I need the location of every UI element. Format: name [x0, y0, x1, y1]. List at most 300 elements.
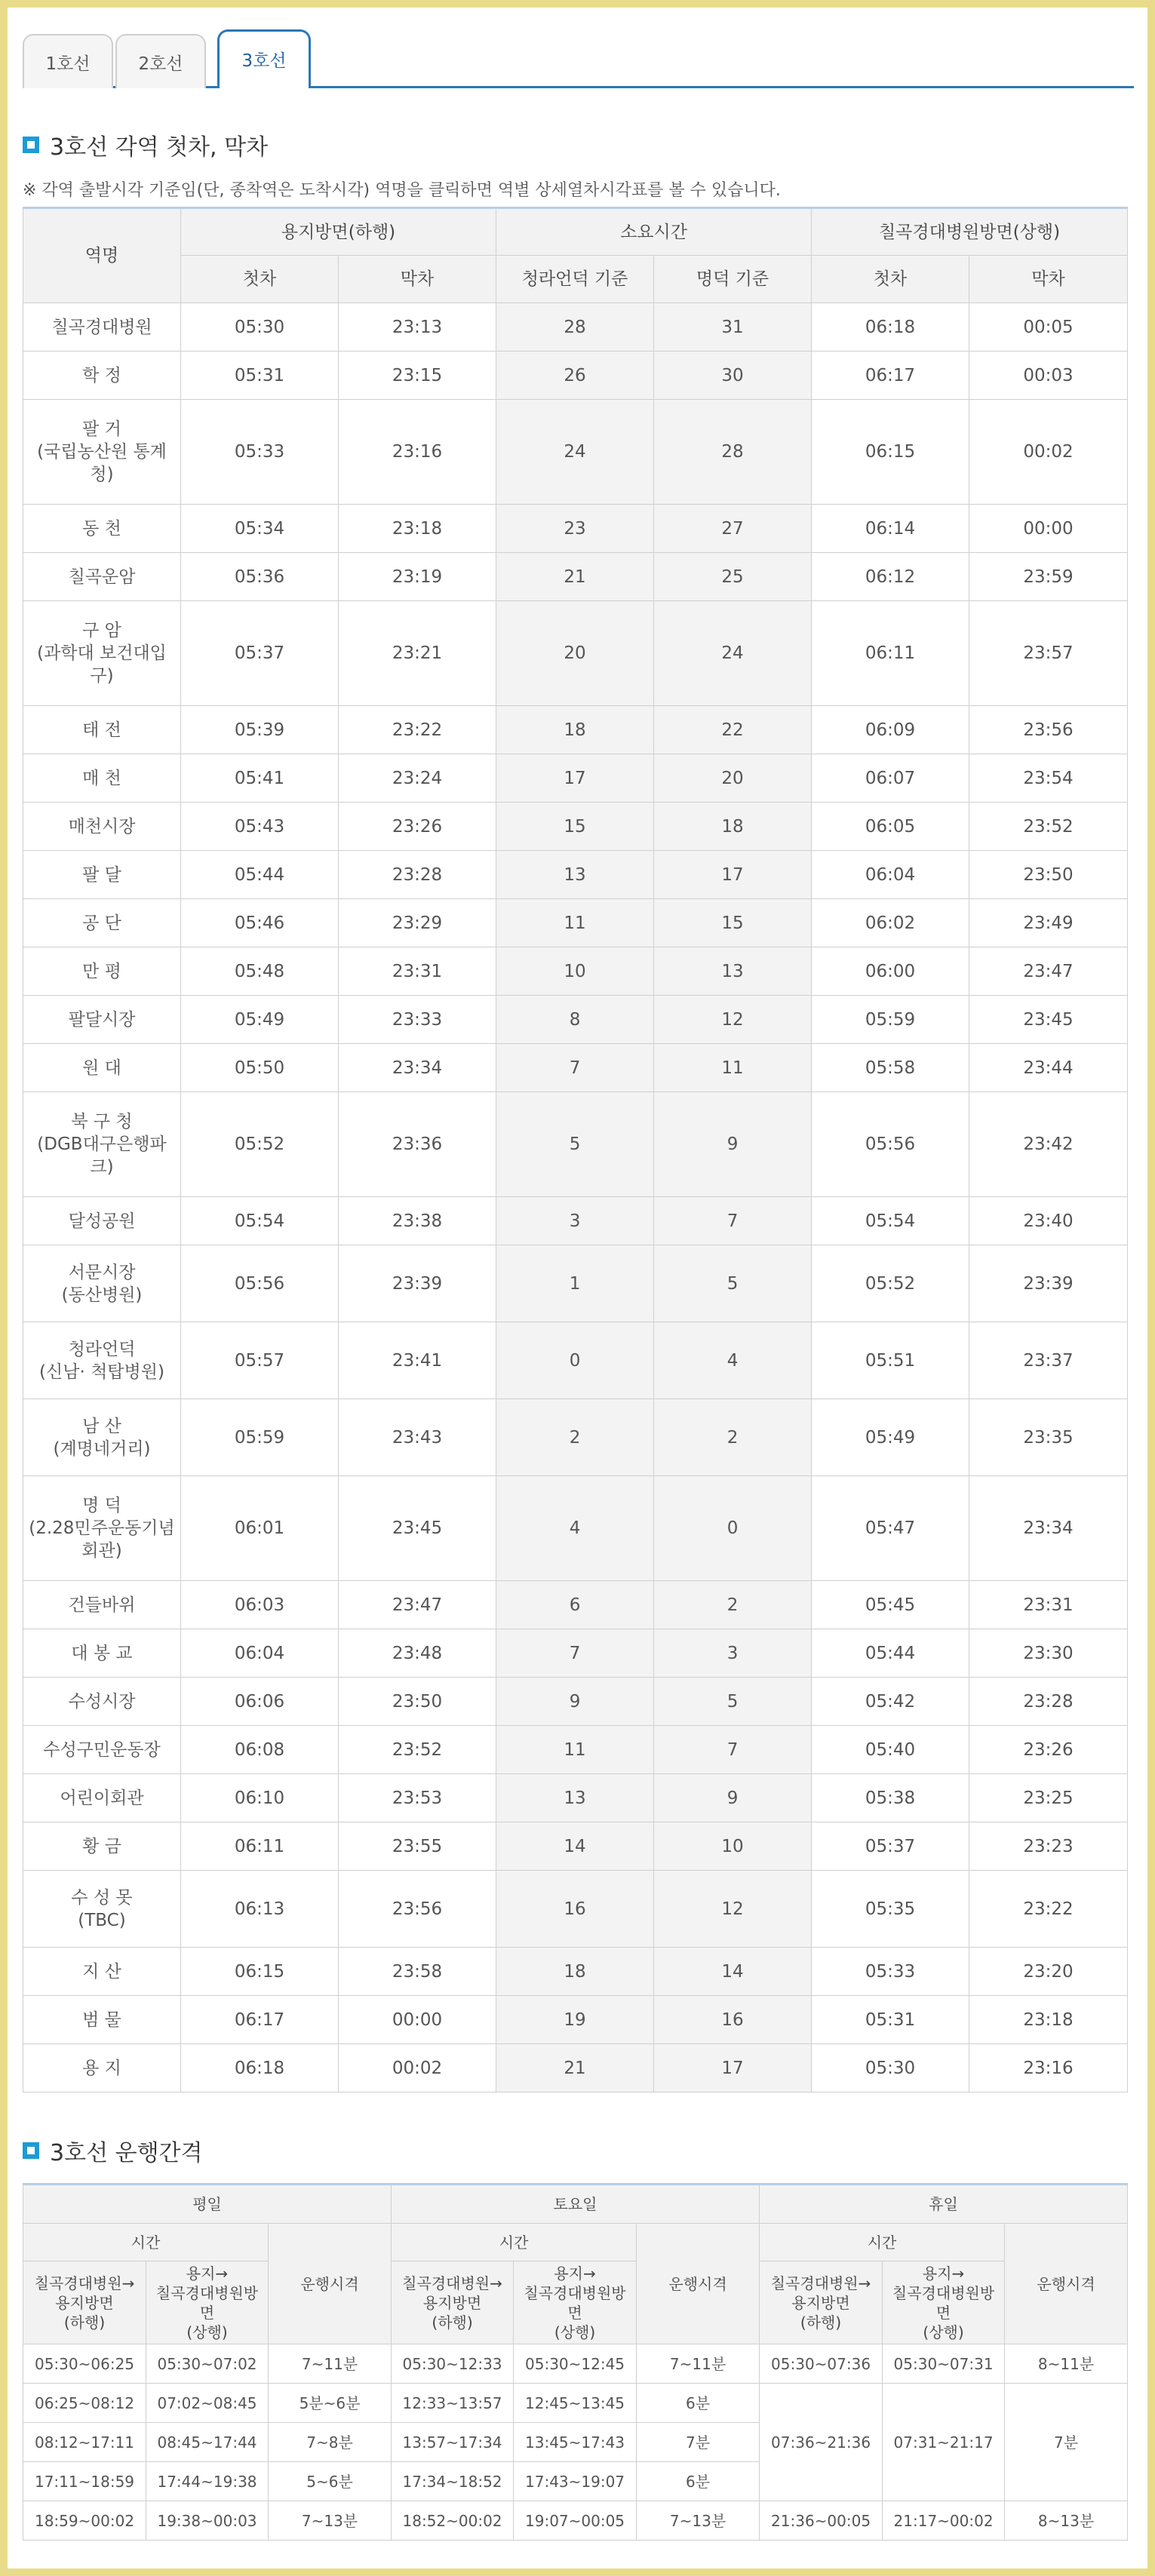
station-name-link[interactable]	[23, 1948, 181, 1996]
line-text: 용지방면	[422, 2293, 482, 2312]
table-row	[23, 803, 1128, 851]
down-first-time: 05:30	[181, 303, 339, 352]
table-row	[23, 1774, 1128, 1822]
interval-cell: 7~11분	[637, 2344, 760, 2384]
table-row	[23, 553, 1128, 601]
table-row	[23, 1678, 1128, 1726]
up-first-time: 05:58	[812, 1044, 969, 1092]
down-last-time: 23:34	[339, 1044, 496, 1092]
duration-myeongdeok: 18	[654, 803, 812, 851]
duration-myeongdeok: 10	[654, 1822, 812, 1871]
line-text: 용지방면	[791, 2293, 850, 2312]
down-last-time: 23:33	[339, 996, 496, 1044]
up-last-time: 00:02	[969, 400, 1128, 505]
up-first-time: 05:30	[812, 2044, 969, 2092]
table-row	[23, 1871, 1128, 1948]
duration-myeongdeok: 24	[654, 601, 812, 706]
up-last-time: 00:05	[969, 303, 1128, 352]
line-tabs	[23, 24, 1134, 88]
duration-myeongdeok: 20	[654, 754, 812, 803]
down-last-time: 23:39	[339, 1245, 496, 1322]
station-name-link[interactable]	[23, 1197, 181, 1245]
station-name-link[interactable]	[23, 303, 181, 352]
line-text: (하행)	[800, 2313, 842, 2332]
station-name-link[interactable]	[23, 1774, 181, 1822]
duration-myeongdeok: 12	[654, 1871, 812, 1948]
interval-cell: 05:30~07:02	[146, 2344, 269, 2384]
down-first-time: 05:54	[181, 1197, 339, 1245]
square-bullet-icon	[23, 2142, 39, 2159]
line-text: (상행)	[923, 2323, 964, 2341]
station-name-link[interactable]	[23, 2044, 181, 2092]
header-holiday-time: 시간	[760, 2224, 1005, 2261]
line-text: 매 천	[82, 768, 121, 788]
down-first-time: 06:13	[181, 1871, 339, 1948]
line-text: (신남· 척탑병원)	[39, 1362, 164, 1382]
interval-cell: 5분~6분	[269, 2384, 392, 2423]
line-text: 황 금	[82, 1836, 121, 1856]
down-first-time: 05:46	[181, 899, 339, 947]
up-first-time: 05:37	[812, 1822, 969, 1871]
duration-cheongna: 8	[496, 996, 654, 1044]
interval-cell: 07:02~08:45	[146, 2384, 269, 2423]
down-last-time: 23:22	[339, 706, 496, 754]
down-first-time: 05:49	[181, 996, 339, 1044]
line-text: 학 정	[82, 365, 121, 385]
interval-cell: 13:57~17:34	[392, 2423, 514, 2462]
table-row	[23, 947, 1128, 996]
down-last-time: 23:47	[339, 1581, 496, 1629]
line-text: 칠곡경대병원방면	[524, 2283, 626, 2322]
station-name-link[interactable]	[23, 1871, 181, 1948]
station-name-link[interactable]	[23, 601, 181, 706]
down-first-time: 06:10	[181, 1774, 339, 1822]
down-last-time: 23:52	[339, 1726, 496, 1774]
up-first-time: 05:49	[812, 1399, 969, 1476]
line-text: 서문시장	[68, 1262, 136, 1282]
up-first-time: 05:31	[812, 1996, 969, 2044]
tab-line-3[interactable]: 3호선	[217, 29, 311, 88]
station-name-link[interactable]	[23, 754, 181, 803]
duration-myeongdeok: 2	[654, 1581, 812, 1629]
down-last-time: 23:58	[339, 1948, 496, 1996]
interval-cell: 06:25~08:12	[23, 2384, 146, 2423]
interval-cell: 08:45~17:44	[146, 2423, 269, 2462]
station-name-link[interactable]	[23, 851, 181, 899]
up-first-time: 06:17	[812, 352, 969, 400]
interval-cell: 21:17~00:02	[883, 2501, 1005, 2541]
table-row	[23, 1245, 1128, 1322]
station-name-link[interactable]	[23, 400, 181, 505]
line-text: 칠곡경대병원→	[34, 2274, 135, 2292]
station-name-link[interactable]	[23, 996, 181, 1044]
up-last-time: 23:25	[969, 1774, 1128, 1822]
down-last-time: 23:18	[339, 505, 496, 553]
down-first-time: 05:39	[181, 706, 339, 754]
duration-myeongdeok: 3	[654, 1629, 812, 1678]
header-direction-down	[760, 2261, 883, 2344]
duration-cheongna: 17	[496, 754, 654, 803]
interval-cell: 21:36~00:05	[760, 2501, 883, 2541]
line-text: 청)	[90, 465, 114, 484]
header-saturday-interval: 운행시격	[637, 2224, 760, 2344]
section-title-first-last	[23, 128, 268, 161]
interval-cell: 18:59~00:02	[23, 2501, 146, 2541]
header-holiday-interval: 운행시격	[1005, 2224, 1128, 2344]
table-row	[23, 601, 1128, 706]
up-last-time: 23:18	[969, 1996, 1128, 2044]
tab-line-1[interactable]: 1호선	[23, 34, 113, 88]
duration-myeongdeok: 2	[654, 1399, 812, 1476]
line-text: 용지→	[922, 2264, 965, 2283]
up-last-time: 23:54	[969, 754, 1128, 803]
up-first-time: 05:52	[812, 1245, 969, 1322]
duration-myeongdeok: 14	[654, 1948, 812, 1996]
header-direction-down	[23, 2261, 146, 2344]
table-row	[23, 996, 1128, 1044]
station-name-link[interactable]	[23, 1822, 181, 1871]
interval-cell: 6분	[637, 2462, 760, 2501]
duration-myeongdeok: 0	[654, 1476, 812, 1581]
station-name-link[interactable]	[23, 803, 181, 851]
up-last-time: 23:59	[969, 553, 1128, 601]
up-first-time: 06:18	[812, 303, 969, 352]
duration-myeongdeok: 27	[654, 505, 812, 553]
line-text: 용지→	[186, 2264, 229, 2283]
line-text: 범 물	[82, 2010, 121, 2030]
tab-line-2[interactable]: 2호선	[115, 34, 206, 88]
line-text: 칠곡운암	[68, 566, 136, 587]
station-name-link[interactable]	[23, 1245, 181, 1322]
table-row	[23, 2044, 1128, 2092]
down-last-time: 23:41	[339, 1322, 496, 1399]
duration-myeongdeok: 30	[654, 352, 812, 400]
up-first-time: 06:14	[812, 505, 969, 553]
duration-myeongdeok: 7	[654, 1197, 812, 1245]
header-saturday: 토요일	[392, 2185, 760, 2224]
section-title-text: 3호선 각역 첫차, 막차	[50, 134, 269, 161]
down-last-time: 00:00	[339, 1996, 496, 2044]
up-first-time: 05:40	[812, 1726, 969, 1774]
interval-cell: 7~13분	[269, 2501, 392, 2541]
duration-cheongna: 14	[496, 1822, 654, 1871]
line-text: 수성구민운동장	[43, 1739, 161, 1760]
station-name-link[interactable]	[23, 1629, 181, 1678]
duration-cheongna: 7	[496, 1044, 654, 1092]
down-first-time: 06:06	[181, 1678, 339, 1726]
table-row	[23, 1092, 1128, 1197]
table-row	[23, 1197, 1128, 1245]
up-last-time: 23:28	[969, 1678, 1128, 1726]
up-last-time: 23:26	[969, 1726, 1128, 1774]
up-last-time: 23:22	[969, 1871, 1128, 1948]
duration-cheongna: 26	[496, 352, 654, 400]
header-weekday: 평일	[23, 2185, 392, 2224]
duration-cheongna: 10	[496, 947, 654, 996]
table-row	[23, 1822, 1128, 1871]
line-text: 구 암	[82, 621, 121, 640]
station-name-link[interactable]	[23, 706, 181, 754]
up-first-time: 05:47	[812, 1476, 969, 1581]
line-text: (과학대 보건대입	[37, 643, 167, 663]
down-last-time: 23:29	[339, 899, 496, 947]
up-last-time: 23:56	[969, 706, 1128, 754]
line-text: 대 봉 교	[71, 1643, 133, 1663]
station-name-link[interactable]	[23, 1092, 181, 1197]
duration-myeongdeok: 11	[654, 1044, 812, 1092]
interval-cell: 7분	[1005, 2384, 1128, 2501]
interval-cell: 17:11~18:59	[23, 2462, 146, 2501]
down-last-time: 23:38	[339, 1197, 496, 1245]
interval-cell: 05:30~06:25	[23, 2344, 146, 2384]
duration-cheongna: 21	[496, 553, 654, 601]
up-first-time: 06:00	[812, 947, 969, 996]
down-first-time: 05:50	[181, 1044, 339, 1092]
line-text: 남 산	[82, 1416, 121, 1436]
down-first-time: 06:08	[181, 1726, 339, 1774]
down-first-time: 06:15	[181, 1948, 339, 1996]
station-name-link[interactable]	[23, 899, 181, 947]
up-last-time: 23:52	[969, 803, 1128, 851]
station-name-link[interactable]	[23, 1399, 181, 1476]
up-last-time: 23:37	[969, 1322, 1128, 1399]
interval-cell: 7~13분	[637, 2501, 760, 2541]
duration-myeongdeok: 15	[654, 899, 812, 947]
up-last-time: 23:34	[969, 1476, 1128, 1581]
down-last-time: 23:26	[339, 803, 496, 851]
up-first-time: 05:44	[812, 1629, 969, 1678]
table-row	[23, 851, 1128, 899]
line-text: 용 지	[82, 2058, 121, 2078]
interval-cell: 8~13분	[1005, 2501, 1128, 2541]
up-first-time: 05:38	[812, 1774, 969, 1822]
table-row	[23, 352, 1128, 400]
down-first-time: 05:34	[181, 505, 339, 553]
interval-cell: 07:36~21:36	[760, 2384, 883, 2501]
header-down-last: 막차	[339, 256, 496, 303]
duration-myeongdeok: 9	[654, 1774, 812, 1822]
down-first-time: 05:43	[181, 803, 339, 851]
station-name-link[interactable]	[23, 947, 181, 996]
down-first-time: 05:41	[181, 754, 339, 803]
interval-cell: 8~11분	[1005, 2344, 1128, 2384]
station-name-link[interactable]	[23, 505, 181, 553]
down-last-time: 23:56	[339, 1871, 496, 1948]
duration-myeongdeok: 16	[654, 1996, 812, 2044]
down-last-time: 23:21	[339, 601, 496, 706]
down-last-time: 23:45	[339, 1476, 496, 1581]
header-weekday-time: 시간	[23, 2224, 269, 2261]
up-last-time: 23:49	[969, 899, 1128, 947]
down-first-time: 06:17	[181, 1996, 339, 2044]
down-last-time: 23:36	[339, 1092, 496, 1197]
up-first-time: 06:11	[812, 601, 969, 706]
line-text: (하행)	[432, 2313, 473, 2332]
down-first-time: 05:36	[181, 553, 339, 601]
duration-cheongna: 5	[496, 1092, 654, 1197]
line-text: 북 구 청	[71, 1112, 133, 1131]
down-first-time: 06:03	[181, 1581, 339, 1629]
header-direction-up	[146, 2261, 269, 2344]
down-first-time: 05:37	[181, 601, 339, 706]
down-first-time: 05:52	[181, 1092, 339, 1197]
header-station: 역명	[23, 208, 181, 303]
station-name-link[interactable]	[23, 1322, 181, 1399]
up-last-time: 23:16	[969, 2044, 1128, 2092]
line-text: 칠곡경대병원	[51, 317, 152, 337]
line-text: (국립농산원 통계	[37, 442, 167, 462]
down-last-time: 23:55	[339, 1822, 496, 1871]
station-name-link[interactable]	[23, 1044, 181, 1092]
duration-cheongna: 18	[496, 1948, 654, 1996]
interval-cell: 18:52~00:02	[392, 2501, 514, 2541]
header-up-first: 첫차	[812, 256, 969, 303]
table-row	[23, 1629, 1128, 1678]
header-direction-down	[392, 2261, 514, 2344]
header-holiday: 휴일	[760, 2185, 1128, 2224]
header-down-first: 첫차	[181, 256, 339, 303]
interval-table	[23, 2183, 1128, 2541]
down-first-time: 06:04	[181, 1629, 339, 1678]
interval-cell: 7~8분	[269, 2423, 392, 2462]
table-row	[23, 505, 1128, 553]
table-row	[23, 754, 1128, 803]
down-last-time: 23:50	[339, 1678, 496, 1726]
line-text: 어린이회관	[60, 1788, 144, 1808]
up-first-time: 05:42	[812, 1678, 969, 1726]
table-row	[23, 1476, 1128, 1581]
line-text: 만 평	[82, 961, 121, 981]
interval-cell: 19:07~00:05	[514, 2501, 637, 2541]
header-duration: 소요시간	[496, 208, 812, 256]
duration-cheongna: 16	[496, 1871, 654, 1948]
down-last-time: 23:28	[339, 851, 496, 899]
section-title-interval	[23, 2134, 203, 2167]
interval-cell: 6분	[637, 2384, 760, 2423]
line-text: 팔달시장	[68, 1009, 136, 1030]
line-text: 칠곡경대병원방면	[155, 2283, 259, 2322]
duration-myeongdeok: 25	[654, 553, 812, 601]
up-first-time: 06:12	[812, 553, 969, 601]
content	[23, 24, 1134, 2530]
station-name-link[interactable]	[23, 553, 181, 601]
station-name-link[interactable]	[23, 1581, 181, 1629]
line-text: 칠곡경대병원방면	[892, 2283, 995, 2322]
up-last-time: 23:57	[969, 601, 1128, 706]
header-saturday-time: 시간	[392, 2224, 637, 2261]
down-first-time: 06:01	[181, 1476, 339, 1581]
duration-cheongna: 20	[496, 601, 654, 706]
interval-cell: 17:34~18:52	[392, 2462, 514, 2501]
down-last-time: 23:16	[339, 400, 496, 505]
duration-cheongna: 24	[496, 400, 654, 505]
duration-cheongna: 23	[496, 505, 654, 553]
header-direction-up	[883, 2261, 1005, 2344]
up-last-time: 23:42	[969, 1092, 1128, 1197]
line-text: 팔 달	[82, 864, 121, 885]
duration-cheongna: 7	[496, 1629, 654, 1678]
up-last-time: 23:45	[969, 996, 1128, 1044]
duration-cheongna: 11	[496, 1726, 654, 1774]
table-row	[23, 706, 1128, 754]
up-first-time: 05:56	[812, 1092, 969, 1197]
up-last-time: 23:50	[969, 851, 1128, 899]
duration-cheongna: 18	[496, 706, 654, 754]
up-last-time: 00:00	[969, 505, 1128, 553]
duration-cheongna: 2	[496, 1399, 654, 1476]
up-last-time: 23:47	[969, 947, 1128, 996]
station-name-link[interactable]	[23, 352, 181, 400]
table-row	[23, 1996, 1128, 2044]
interval-cell: 05:30~12:45	[514, 2344, 637, 2384]
down-first-time: 06:11	[181, 1822, 339, 1871]
header-weekday-interval: 운행시격	[269, 2224, 392, 2344]
up-last-time: 23:20	[969, 1948, 1128, 1996]
table-row	[23, 400, 1128, 505]
header-up: 칠곡경대병원방면(상행)	[812, 208, 1128, 256]
duration-myeongdeok: 7	[654, 1726, 812, 1774]
duration-myeongdeok: 5	[654, 1678, 812, 1726]
up-first-time: 05:54	[812, 1197, 969, 1245]
up-last-time: 23:44	[969, 1044, 1128, 1092]
table-row	[23, 303, 1128, 352]
line-text: 명 덕	[82, 1496, 121, 1515]
down-last-time: 23:31	[339, 947, 496, 996]
table-row	[23, 2344, 1128, 2384]
up-first-time: 06:15	[812, 400, 969, 505]
duration-cheongna: 28	[496, 303, 654, 352]
station-name-link[interactable]	[23, 1678, 181, 1726]
line-text: 회관)	[81, 1541, 122, 1561]
line-text: (동산병원)	[61, 1285, 143, 1305]
duration-cheongna: 9	[496, 1678, 654, 1726]
station-name-link[interactable]	[23, 1996, 181, 2044]
station-name-link[interactable]	[23, 1726, 181, 1774]
interval-cell: 05:30~07:36	[760, 2344, 883, 2384]
down-last-time: 23:24	[339, 754, 496, 803]
duration-myeongdeok: 17	[654, 851, 812, 899]
timetable-note: ※ 각역 출발시각 기준임(단, 종착역은 도착시각) 역명을 클릭하면 역별 상세열차시각표를 볼 수 있습니다.	[23, 181, 781, 200]
down-last-time: 23:48	[339, 1629, 496, 1678]
interval-cell: 19:38~00:03	[146, 2501, 269, 2541]
down-first-time: 05:31	[181, 352, 339, 400]
down-first-time: 05:44	[181, 851, 339, 899]
line-text: 칠곡경대병원→	[402, 2274, 502, 2292]
up-first-time: 06:07	[812, 754, 969, 803]
station-name-link[interactable]	[23, 1476, 181, 1581]
table-row	[23, 1399, 1128, 1476]
header-base-cheongna: 청라언덕 기준	[496, 256, 654, 303]
up-last-time: 23:23	[969, 1822, 1128, 1871]
duration-myeongdeok: 13	[654, 947, 812, 996]
line-text: (DGB대구은행파	[37, 1134, 167, 1154]
up-first-time: 06:04	[812, 851, 969, 899]
duration-myeongdeok: 22	[654, 706, 812, 754]
interval-cell: 5~6분	[269, 2462, 392, 2501]
page-frame	[8, 8, 1147, 2568]
header-direction-up	[514, 2261, 637, 2344]
table-row	[23, 1948, 1128, 1996]
duration-cheongna: 19	[496, 1996, 654, 2044]
down-last-time: 23:43	[339, 1399, 496, 1476]
line-text: (상행)	[554, 2323, 596, 2341]
line-text: 크)	[90, 1157, 114, 1177]
duration-myeongdeok: 31	[654, 303, 812, 352]
line-text: 칠곡경대병원→	[770, 2274, 871, 2292]
interval-cell: 13:45~17:43	[514, 2423, 637, 2462]
duration-cheongna: 11	[496, 899, 654, 947]
down-first-time: 05:56	[181, 1245, 339, 1322]
